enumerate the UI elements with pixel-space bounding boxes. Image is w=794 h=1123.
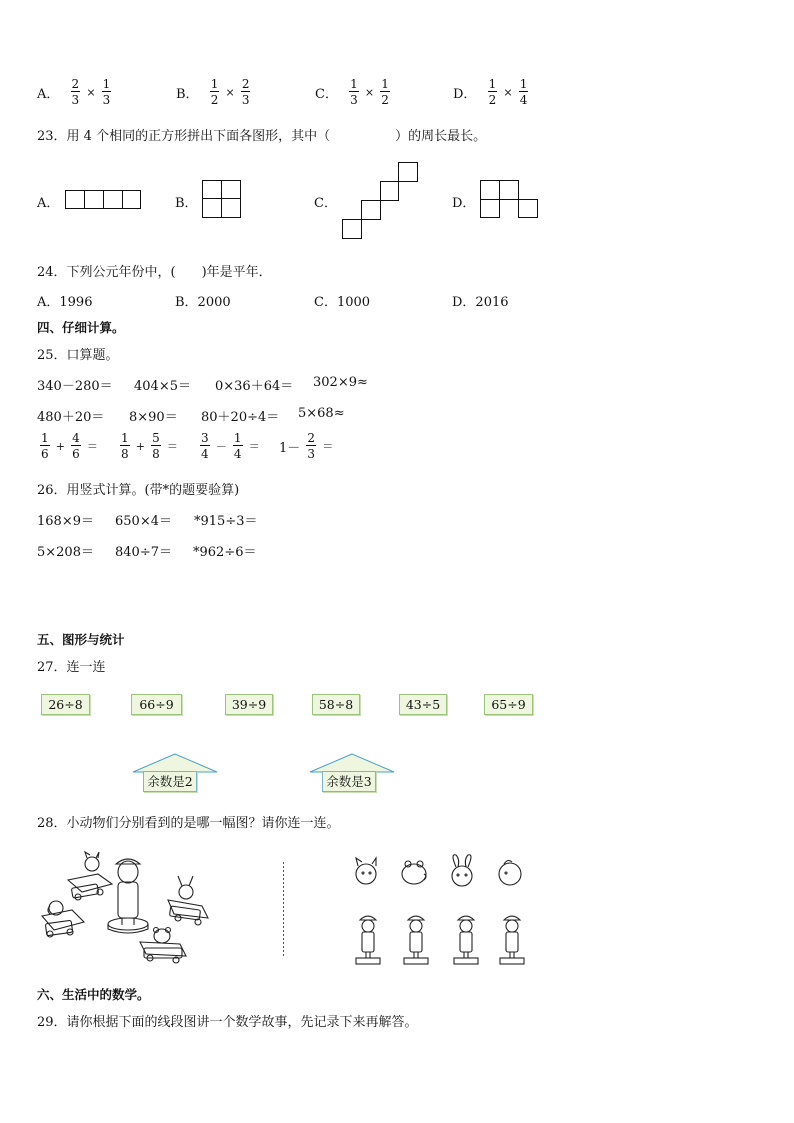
q25-r3-c3: $\frac{3}{4}$ － $\frac{1}{4}$ ＝ (201, 431, 260, 461)
q25-r3-c2: $\frac{1}{8}$ + $\frac{5}{8}$ ＝ (121, 431, 178, 461)
option-letter: C． (315, 86, 338, 102)
division-card[interactable]: 65÷9 (484, 694, 533, 715)
section-5-heading: 五、图形与统计 (37, 632, 125, 647)
q27-question: 27．连一连 (37, 660, 106, 675)
remainder-3-box[interactable]: 余数是3 (322, 771, 376, 792)
q24-option-b: B．2000 (175, 295, 231, 310)
animals-around-statue-illustration (38, 850, 218, 968)
division-card[interactable]: 39÷9 (225, 694, 273, 715)
section-6-heading: 六、生活中的数学。 (37, 987, 150, 1002)
option-letter: D． (453, 86, 477, 102)
q26-r2-c3: *962÷6＝ (193, 545, 257, 560)
q24-question: 24．下列公元年份中，( )年是平年． (37, 265, 272, 280)
q22-option-a: A． $\frac{2}{3}$ × $\frac{1}{3}$ (37, 77, 111, 107)
q29-question: 29．请你根据下面的线段图讲一个数学故事，先记录下来再解答。 (37, 1015, 418, 1030)
q24-option-d: D．2016 (452, 295, 509, 310)
q25-r3-c1: $\frac{1}{6}$ + $\frac{4}{6}$ ＝ (41, 431, 98, 461)
q26-r1-c3: *915÷3＝ (194, 514, 258, 529)
division-card[interactable]: 66÷9 (131, 694, 182, 715)
q25-r1-c3: 0×36＋64＝ (215, 379, 294, 394)
q25-question: 25．口算题。 (37, 348, 119, 363)
q22-option-c: C． $\frac{1}{3}$ × $\frac{1}{2}$ (315, 77, 389, 107)
statue-views-row (352, 912, 532, 968)
q23-letter-d: D． (452, 196, 476, 211)
q26-r2-c2: 840÷7＝ (115, 545, 172, 560)
dashed-divider (282, 862, 285, 958)
q22-option-b: B． $\frac{1}{2}$ × $\frac{2}{3}$ (176, 77, 250, 107)
remainder-2-box[interactable]: 余数是2 (143, 771, 197, 792)
house-roof-icon (308, 753, 396, 773)
q25-r2-c2: 8×90＝ (129, 410, 178, 425)
q25-r2-c3: 80＋20÷4＝ (201, 410, 280, 425)
option-letter: B． (176, 86, 199, 102)
q23-question: 23．用 4 个相同的正方形拼出下面各图形，其中（ ）的周长最长。 (37, 129, 487, 144)
fraction: $\frac{1}{2}$ (210, 77, 219, 107)
section-4-heading: 四、仔细计算。 (37, 320, 125, 335)
q23-letter-b: B． (175, 196, 198, 211)
q25-r1-c2: 404×5＝ (134, 379, 191, 394)
fraction: $\frac{1}{3}$ (350, 77, 358, 107)
fraction: $\frac{1}{2}$ (381, 77, 389, 107)
animal-heads-row (352, 852, 532, 892)
option-letter: A． (37, 86, 60, 102)
division-card[interactable]: 26÷8 (41, 694, 90, 715)
q28-question: 28．小动物们分别看到的是哪一幅图？请你连一连。 (37, 816, 340, 831)
q24-option-a: A．1996 (37, 295, 93, 310)
q26-r2-c1: 5×208＝ (37, 545, 94, 560)
q26-r1-c2: 650×4＝ (115, 514, 172, 529)
q25-r1-c1: 340－280＝ (37, 379, 113, 394)
house-roof-icon (131, 753, 219, 773)
q25-r2-c4: 5×68≈ (298, 406, 345, 421)
q26-question: 26．用竖式计算。(带*的题要验算) (37, 483, 240, 498)
fraction: $\frac{2}{3}$ (241, 77, 250, 107)
q23-letter-a: A． (37, 196, 60, 211)
fraction: $\frac{1}{4}$ (519, 77, 528, 107)
q22-option-d: D． $\frac{1}{2}$ × $\frac{1}{4}$ (453, 77, 528, 107)
q25-r3-c4: 1－ $\frac{2}{3}$ ＝ (279, 431, 334, 461)
q25-r2-c1: 480＋20＝ (37, 410, 105, 425)
division-card[interactable]: 58÷8 (312, 694, 360, 715)
fraction: $\frac{1}{2}$ (488, 77, 497, 107)
fraction: $\frac{1}{3}$ (102, 77, 111, 107)
q23-letter-c: C． (314, 196, 337, 211)
q24-option-c: C．1000 (314, 295, 371, 310)
fraction: $\frac{2}{3}$ (71, 77, 80, 107)
q26-r1-c1: 168×9＝ (37, 514, 94, 529)
division-card[interactable]: 43÷5 (399, 694, 447, 715)
q25-r1-c4: 302×9≈ (313, 375, 368, 390)
